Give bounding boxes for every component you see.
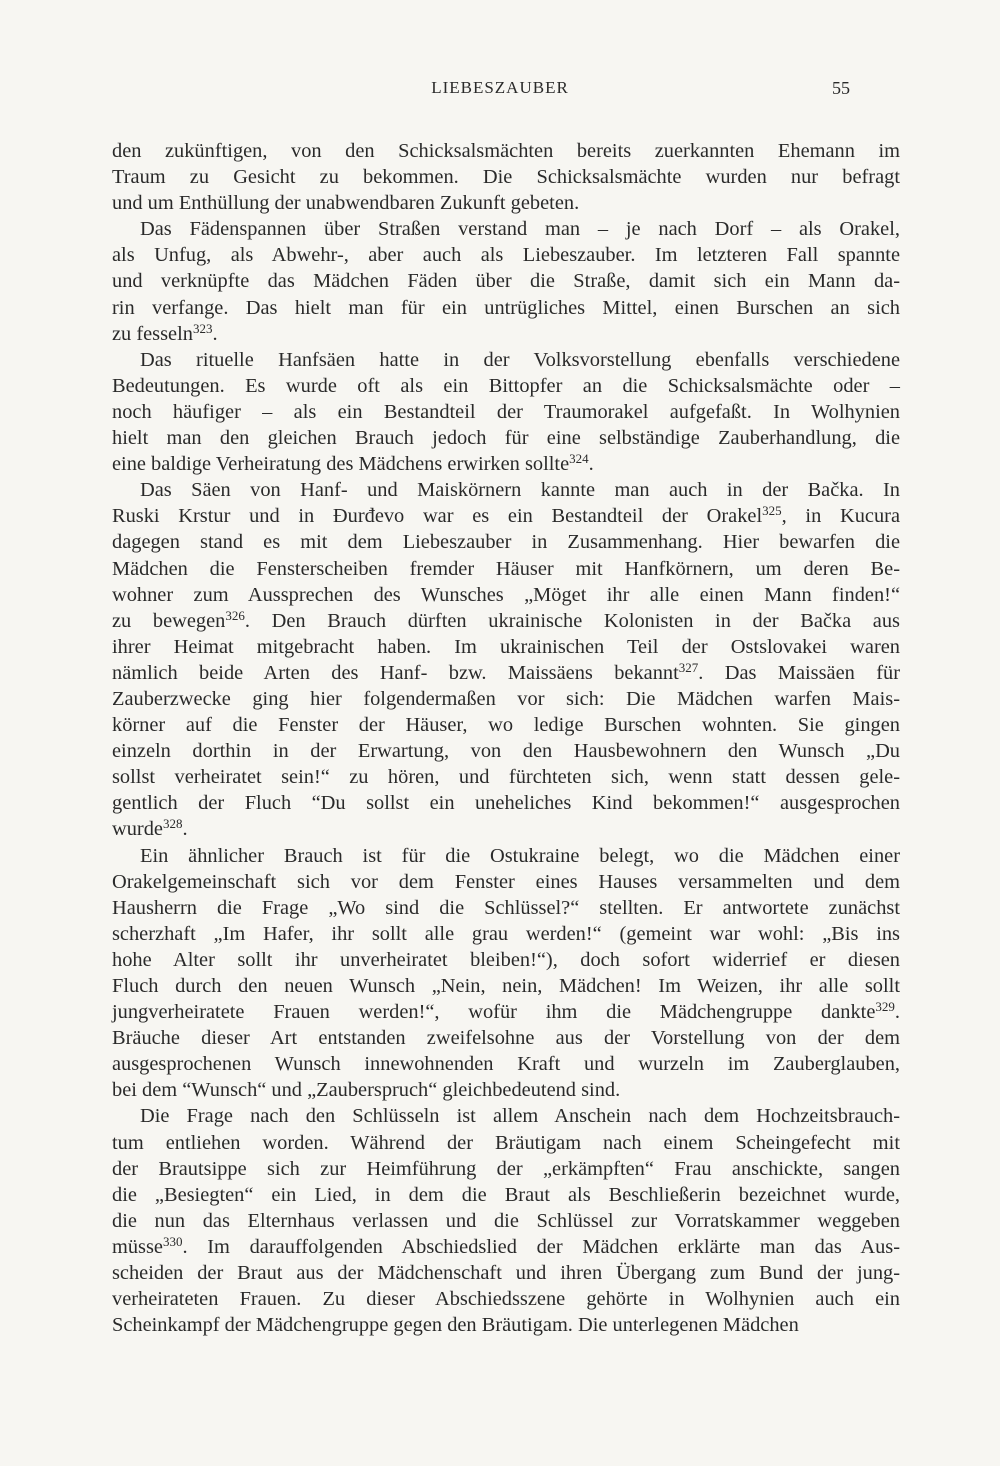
text-line — [112, 138, 900, 164]
footnote-ref: 329 — [875, 999, 895, 1015]
text-line — [112, 816, 900, 842]
line-text-after-note: . Im darauffolgenden Abschiedslied der Mädchen erklärte man das Aus- — [182, 1235, 900, 1258]
line-text: sollst verheiratet sein!“ zu hören, und fürchteten sich, wenn statt dessen gele- — [112, 766, 900, 789]
line-text: zu bewegen — [112, 609, 226, 632]
text-line — [112, 686, 900, 712]
line-text: noch häufiger – als ein Bestandteil der Traumorakel aufgefaßt. In Wolhynien — [112, 400, 900, 423]
footnote-ref: 324 — [569, 451, 589, 467]
line-text: Mädchen die Fensterscheiben fremder Häuser mit Hanfkörnern, um deren Be- — [112, 557, 900, 580]
text-line — [112, 895, 900, 921]
line-text: Ein ähnlicher Brauch ist für die Ostukraine belegt, wo die Mädchen einer — [140, 844, 900, 867]
line-text: der Brautsippe sich zur Heimführung der „erkämpften“ Frau anschickte, sangen — [112, 1157, 900, 1180]
line-text: Das Fädenspannen über Straßen verstand man – je nach Dorf – als Orakel, — [140, 218, 900, 241]
line-text: wurde — [112, 818, 163, 841]
text-line — [112, 503, 900, 529]
line-text: hielt man den gleichen Brauch jedoch für eine selbständige Zauberhandlung, die — [112, 427, 900, 450]
text-line — [112, 1182, 900, 1208]
footnote-ref: 323 — [192, 320, 213, 336]
text-line — [112, 1025, 900, 1051]
text-line — [112, 347, 900, 373]
line-text-after-note: . — [212, 322, 218, 345]
text-line — [112, 1208, 900, 1234]
text-line — [112, 634, 900, 660]
text-line — [112, 556, 900, 582]
footnote-ref: 328 — [162, 816, 183, 832]
text-line — [112, 1051, 900, 1077]
line-text: einzeln dorthin in der Erwartung, von den Hausbewohnern den Wunsch „Du — [112, 740, 900, 763]
line-text: Orakelgemeinschaft sich vor dem Fenster eines Hauses versammelten und dem — [112, 870, 900, 893]
text-line — [112, 790, 900, 816]
text-line — [112, 164, 900, 190]
text-line — [112, 399, 900, 425]
text-line — [112, 843, 900, 869]
text-line — [112, 1130, 900, 1156]
line-text: eine baldige Verheiratung des Mädchens erwirken sollte — [112, 453, 570, 476]
line-text: scheiden der Braut aus der Mädchenschaft und ihren Übergang zum Bund der jung- — [112, 1262, 900, 1285]
text-line — [112, 1234, 900, 1260]
text-line — [112, 1103, 900, 1129]
text-line — [112, 216, 900, 242]
line-text: Traum zu Gesicht zu bekommen. Die Schicksalsmächte wurden nur befragt — [112, 166, 900, 189]
running-title: LIEBESZAUBER — [431, 78, 569, 97]
line-text: Zauberzwecke ging hier folgendermaßen vor sich: Die Mädchen warfen Mais- — [112, 687, 900, 710]
line-text: die nun das Elternhaus verlassen und die Schlüssel zur Vorratskammer weggeben — [112, 1209, 900, 1232]
line-text: Scheinkampf der Mädchengruppe gegen den Bräutigam. Die unterlegenen Mädchen — [112, 1314, 799, 1337]
text-line — [112, 1312, 900, 1338]
text-line — [112, 1260, 900, 1286]
line-text-after-note: . — [182, 818, 188, 841]
line-text: ihrer Heimat mitgebracht haben. Im ukrainischen Teil der Ostslovakei waren — [112, 635, 900, 658]
line-text-after-note: . Das Maissäen für — [698, 661, 900, 684]
line-text: Bräuche dieser Art entstanden zweifelsohne aus der Vorstellung von der dem — [112, 1027, 900, 1050]
text-line — [112, 869, 900, 895]
line-text: und verknüpfte das Mädchen Fäden über die Straße, damit sich ein Mann da- — [112, 270, 900, 293]
text-line — [112, 295, 900, 321]
line-text: den zukünftigen, von den Schicksalsmächten bereits zuerkannten Ehemann im — [112, 140, 900, 162]
text-line — [112, 190, 900, 216]
line-text-after-note: , in Kucura — [781, 505, 900, 528]
text-line — [112, 242, 900, 268]
line-text: Ruski Krstur und in Đurđevo war es ein Bestandteil der Orakel — [112, 505, 763, 528]
footnote-ref: 325 — [762, 503, 782, 519]
line-text: verheirateten Frauen. Zu dieser Abschiedsszene gehörte in Wolhynien auch ein — [112, 1288, 900, 1311]
line-text-after-note: . Den Brauch dürften ukrainische Kolonisten in der Bačka aus — [244, 609, 900, 632]
text-line — [112, 947, 900, 973]
line-text: rin verfange. Das hielt man für ein untrügliches Mittel, einen Burschen an sich — [112, 296, 900, 319]
line-text: dagegen stand es mit dem Liebeszauber in Zusammenhang. Hier bewarfen die — [112, 531, 900, 554]
text-line — [112, 451, 900, 477]
text-line — [112, 973, 900, 999]
text-line — [112, 764, 900, 790]
line-text: zu fesseln — [112, 322, 193, 345]
line-text: jungverheiratete Frauen werden!“, wofür ihm die Mädchengruppe dankte — [112, 1001, 876, 1024]
footnote-ref: 327 — [678, 659, 699, 675]
line-text: hohe Alter sollt ihr unverheiratet bleiben!“), doch sofort widerrief er diesen — [112, 948, 900, 971]
line-text: wohner zum Aussprechen des Wunsches „Möget ihr alle einen Mann finden!“ — [112, 583, 900, 606]
text-line — [112, 529, 900, 555]
line-text: die „Besiegten“ ein Lied, in dem die Braut als Beschließerin bezeichnet wurde, — [112, 1183, 900, 1206]
line-text: als Unfug, als Abwehr-, aber auch als Liebeszauber. Im letzteren Fall spannte — [112, 244, 900, 267]
line-text: nämlich beide Arten des Hanf- bzw. Maissäens bekannt — [112, 661, 679, 684]
footnote-ref: 326 — [225, 607, 245, 623]
line-text: bei dem “Wunsch“ und „Zauberspruch“ gleichbedeutend sind. — [112, 1079, 621, 1102]
text-line — [112, 660, 900, 686]
line-text: Das rituelle Hanfsäen hatte in der Volksvorstellung ebenfalls verschiedene — [140, 348, 900, 371]
line-text: gentlich der Fluch “Du sollst ein uneheliches Kind bekommen!“ ausgesprochen — [112, 792, 900, 815]
line-text: Die Frage nach den Schlüsseln ist allem Anschein nach dem Hochzeitsbrauch- — [140, 1105, 900, 1128]
line-text-after-note: . — [894, 1001, 900, 1024]
text-line — [112, 921, 900, 947]
line-text: ausgesprochenen Wunsch innewohnenden Kraft und wurzeln im Zauberglauben, — [112, 1053, 900, 1076]
line-text: tum entliehen worden. Während der Bräutigam nach einem Scheingefecht mit — [112, 1131, 900, 1154]
line-text: scherzhaft „Im Hafer, ihr sollt alle grau werden!“ (gemeint war wohl: „Bis ins — [112, 922, 900, 945]
line-text: und um Enthüllung der unabwendbaren Zukunft gebeten. — [112, 192, 580, 215]
line-text: müsse — [112, 1235, 163, 1258]
text-line — [112, 1156, 900, 1182]
line-text: Fluch durch den neuen Wunsch „Nein, nein, Mädchen! Im Weizen, ihr alle sollt — [112, 975, 900, 997]
text-line — [112, 425, 900, 451]
text-line — [112, 268, 900, 294]
line-text: körner auf die Fenster der Häuser, wo ledige Burschen wohnten. Sie gingen — [112, 714, 900, 737]
running-header — [0, 74, 1000, 102]
text-line — [112, 373, 900, 399]
page-number: 55 — [832, 78, 850, 98]
text-line — [112, 1286, 900, 1312]
text-line — [112, 712, 900, 738]
line-text: Das Säen von Hanf- und Maiskörnern kannte man auch in der Bačka. In — [140, 479, 900, 502]
text-line — [112, 738, 900, 764]
text-line — [112, 1077, 900, 1103]
line-text: Bedeutungen. Es wurde oft als ein Bittopfer an die Schicksalsmächte oder – — [112, 374, 900, 397]
text-line — [112, 999, 900, 1025]
footnote-ref: 330 — [162, 1233, 183, 1249]
line-text: Hausherrn die Frage „Wo sind die Schlüssel?“ stellten. Er antwortete zunächst — [112, 896, 900, 919]
text-line — [112, 582, 900, 608]
text-line — [112, 608, 900, 634]
body-text — [112, 138, 900, 1338]
text-line — [112, 321, 900, 347]
text-line — [112, 477, 900, 503]
line-text-after-note: . — [588, 453, 594, 476]
